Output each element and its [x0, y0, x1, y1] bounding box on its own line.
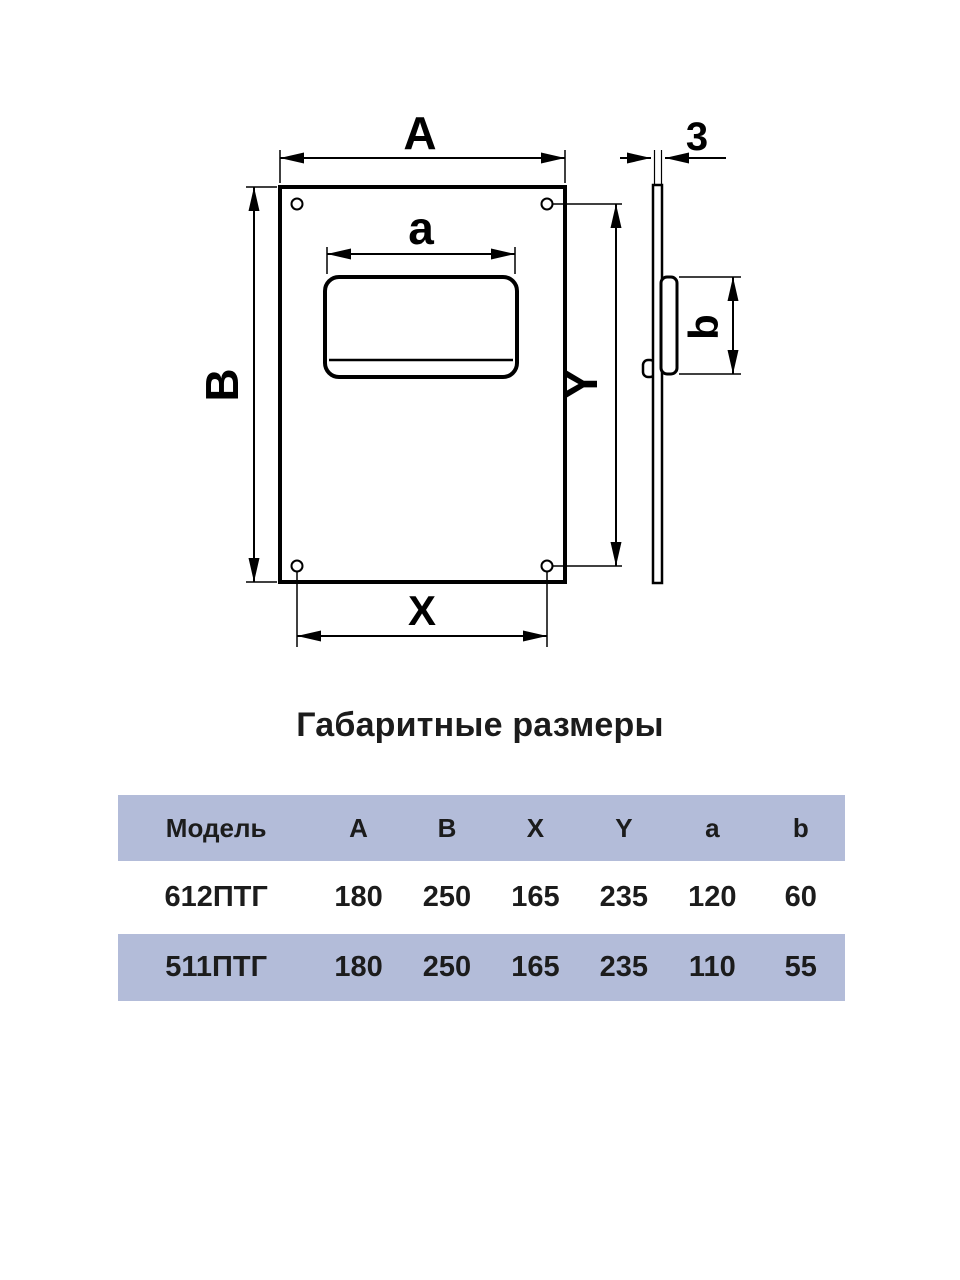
dim-B	[196, 187, 277, 582]
mount-hole-top-left	[292, 199, 303, 210]
table-row	[118, 861, 845, 934]
value-cell: 235	[599, 881, 649, 913]
value-cell: 55	[784, 951, 817, 983]
value-cell: 235	[599, 951, 649, 983]
section-title: Габаритные размеры	[296, 706, 664, 744]
value-cell: 165	[511, 881, 560, 913]
dim-label-X: X	[407, 587, 437, 634]
value-cell: 165	[511, 951, 560, 983]
header-cell-B: B	[437, 813, 457, 843]
value-cell: 110	[688, 951, 736, 983]
dim-label-a: a	[408, 202, 434, 254]
dim-b	[679, 277, 741, 374]
dim-label-B: B	[196, 368, 248, 402]
duct-collar-side	[661, 277, 677, 374]
dim-label-A: A	[403, 107, 437, 159]
header-cell-A: A	[349, 813, 368, 843]
duct-opening	[325, 277, 517, 377]
value-cell: 250	[422, 881, 472, 913]
table-header-row	[118, 795, 845, 861]
value-cell: 180	[334, 951, 383, 983]
value-cell: 60	[784, 881, 817, 913]
header-cell-Y: Y	[615, 813, 633, 843]
mount-hole-top-right	[542, 199, 553, 210]
model-cell: 511ПТГ	[165, 951, 268, 983]
dim-label-Y: Y	[555, 368, 607, 400]
header-cell-X: X	[526, 813, 545, 843]
value-cell: 180	[334, 881, 383, 913]
model-cell: 612ПТГ	[164, 881, 268, 913]
mount-hole-bottom-right	[542, 561, 553, 572]
table-row	[118, 934, 845, 1001]
dimensions-table	[118, 795, 845, 1001]
mount-hole-bottom-left	[292, 561, 303, 572]
header-cell-a: a	[705, 813, 720, 843]
value-cell: 120	[688, 881, 737, 913]
value-cell: 250	[422, 951, 472, 983]
dim-thickness	[620, 115, 726, 184]
side-view	[643, 185, 677, 583]
dim-label-b: b	[680, 314, 727, 340]
panel-side-outline	[653, 185, 662, 583]
dim-label-thickness: 3	[685, 115, 709, 159]
header-cell-model: Модель	[165, 813, 267, 843]
dim-A	[280, 107, 565, 183]
header-cell-b: b	[792, 813, 809, 843]
